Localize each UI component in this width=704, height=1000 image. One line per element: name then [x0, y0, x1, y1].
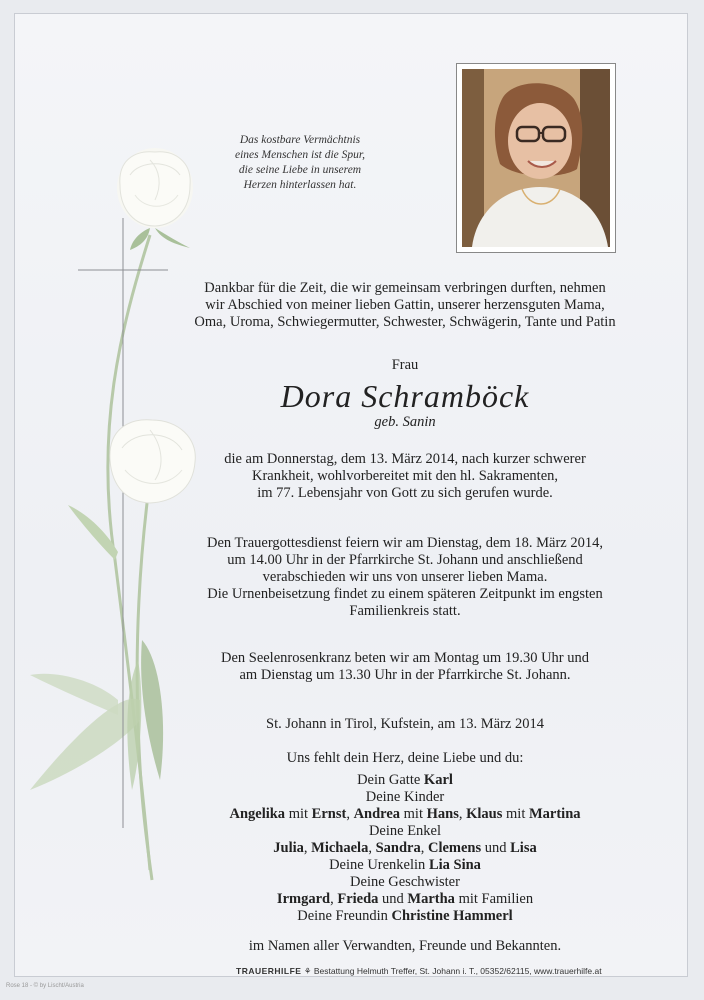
- portrait-figure: [462, 69, 610, 247]
- quote-line: Das kostbare Vermächtnis: [239, 134, 361, 146]
- rosary-line: Den Seelenrosenkranz beten wir am Montag um 19.30 Uhr und: [220, 650, 590, 666]
- service-line: verabschieden wir uns von unserer lieben Mama.: [262, 569, 548, 585]
- death-notice: [175, 451, 635, 502]
- portrait-photo: [456, 63, 616, 253]
- birth-name: geb. Sanin: [374, 414, 436, 430]
- family-spouse: Dein Gatte Karl: [357, 772, 453, 788]
- funeral-service: [175, 535, 635, 620]
- family-children: Angelika mit Ernst, Andrea mit Hans, Klaus mit Martina: [229, 806, 581, 822]
- service-line: Den Trauergottesdienst feiern wir am Dienstag, dem 18. März 2014,: [207, 535, 603, 551]
- family-grandchildren-label: Deine Enkel: [368, 823, 442, 839]
- family-siblings-label: Deine Geschwister: [350, 874, 460, 890]
- family-list: [175, 772, 635, 925]
- quote-line: eines Menschen ist die Spur,: [235, 149, 365, 161]
- corner-copyright: Rose 18 - © by Lischt/Austria: [6, 983, 84, 989]
- deceased-name: Dora Schramböck: [280, 378, 530, 414]
- intro-line: Oma, Uroma, Schwiegermutter, Schwester, Schwägerin, Tante und Patin: [194, 314, 616, 330]
- family-children-label: Deine Kinder: [365, 789, 445, 805]
- missing-line: Uns fehlt dein Herz, deine Liebe und du:: [286, 750, 524, 766]
- notice-line: die am Donnerstag, dem 13. März 2014, nach kurzer schwerer: [224, 451, 586, 467]
- memorial-quote: [200, 133, 400, 193]
- intro-line: wir Abschied von meiner lieben Gattin, unserer herzensguten Mama,: [205, 297, 605, 313]
- place-date: St. Johann in Tirol, Kufstein, am 13. März 2014: [266, 716, 544, 732]
- service-line: um 14.00 Uhr in der Pfarrkirche St. Johann und anschließend: [227, 552, 583, 568]
- family-grandchildren: Julia, Michaela, Sandra, Clemens und Lisa: [273, 840, 537, 856]
- rosary-notice: [175, 650, 635, 684]
- quote-line: Herzen hinterlassen hat.: [243, 179, 357, 191]
- notice-line: im 77. Lebensjahr von Gott zu sich gerufen wurde.: [257, 485, 553, 501]
- service-line: Die Urnenbeisetzung findet zu einem späteren Zeitpunkt im engsten: [207, 586, 603, 602]
- quote-line: die seine Liebe in unserem: [238, 164, 362, 176]
- salutation: Frau: [391, 357, 419, 373]
- rosary-line: am Dienstag um 13.30 Uhr in der Pfarrkirche St. Johann.: [239, 667, 571, 683]
- family-great-grandchild: Deine Urenkelin Lia Sina: [329, 857, 481, 873]
- closing-line: im Namen aller Verwandten, Freunde und Bekannten.: [248, 938, 562, 954]
- service-line: Familienkreis statt.: [349, 603, 461, 619]
- intro-text: [175, 280, 635, 331]
- notice-line: Krankheit, wohlvorbereitet mit den hl. Sakramenten,: [251, 468, 559, 484]
- funeral-home-footer: TRAUERHILFE ⚘ Bestattung Helmuth Treffer, St. Johann i. T., 05352/62115, www.trauerhilfe.at: [236, 966, 602, 976]
- intro-line: Dankbar für die Zeit, die wir gemeinsam verbringen durften, nehmen: [204, 280, 606, 296]
- family-friend: Deine Freundin Christine Hammerl: [297, 908, 513, 924]
- family-siblings: Irmgard, Frieda und Martha mit Familien: [276, 891, 534, 907]
